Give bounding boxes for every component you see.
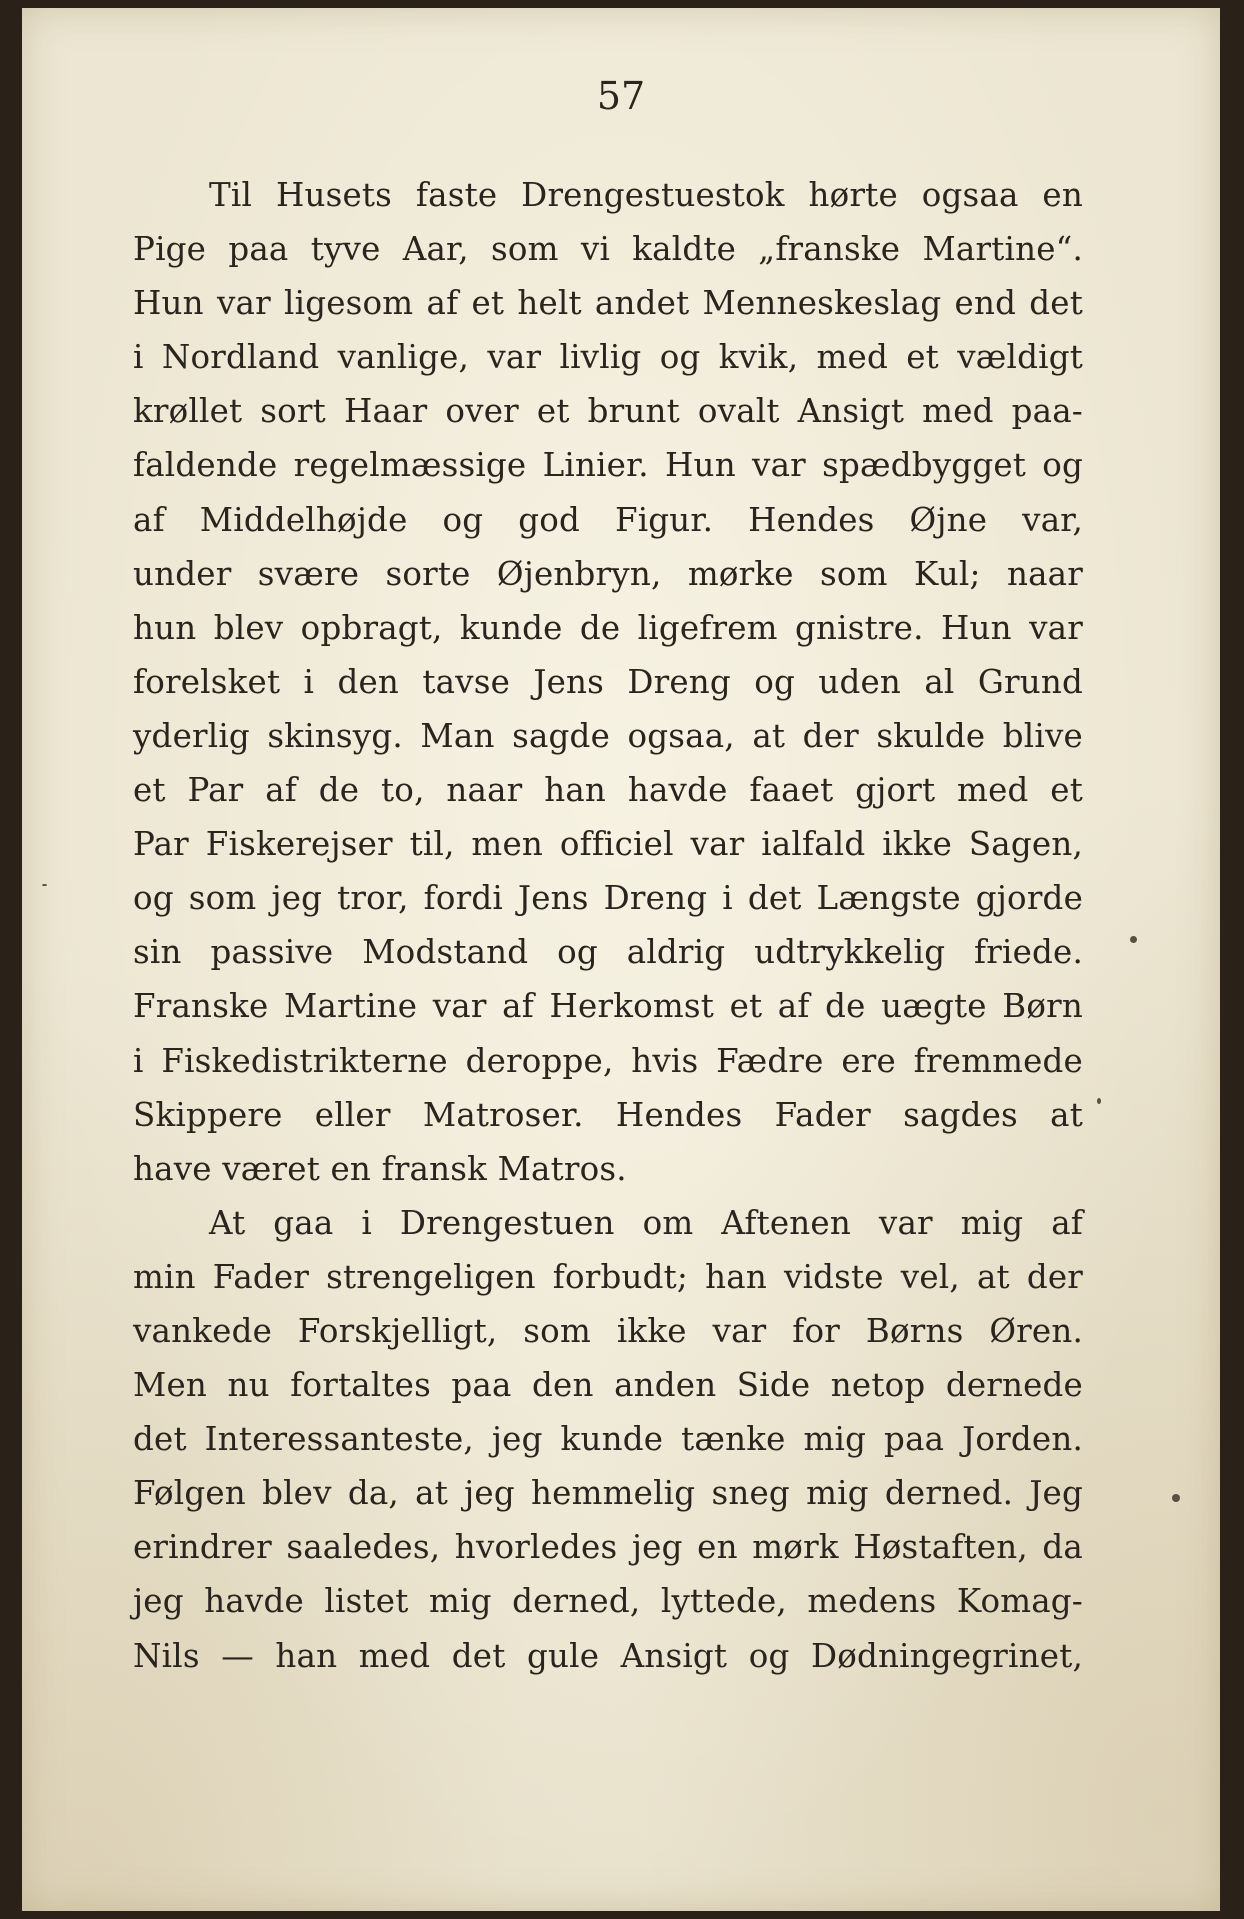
text-line: have været en fransk Matros. xyxy=(133,1149,627,1188)
text-line: i Nordland vanlige, var livlig og kvik, med et vældigt xyxy=(133,338,1083,377)
scan-speck xyxy=(1097,1098,1101,1104)
text-line: erindrer saaledes, hvorledes jeg en mørk Høstaften, da xyxy=(133,1528,1083,1567)
text-line: yderlig skinsyg. Man sagde ogsaa, at der skulde blive xyxy=(133,716,1083,755)
text-line: min Fader strengeligen forbudt; han vidste vel, at der xyxy=(133,1257,1083,1296)
scan-speck xyxy=(1172,1494,1180,1502)
text-line: Franske Martine var af Herkomst et af de uægte Børn xyxy=(133,987,1083,1026)
text-line: Følgen blev da, at jeg hemmelig sneg mig derned. Jeg xyxy=(133,1474,1083,1513)
text-line: jeg havde listet mig derned, lyttede, medens Komag- xyxy=(133,1582,1083,1621)
text-line: af Middelhøjde og god Figur. Hendes Øjne var, xyxy=(133,500,1083,539)
page-number: 57 xyxy=(596,74,646,118)
text-line: krøllet sort Haar over et brunt ovalt Ansigt med paa- xyxy=(133,392,1083,431)
body-text xyxy=(133,168,1083,1683)
text-line: i Fiskedistrikterne deroppe, hvis Fædre ere fremmede xyxy=(133,1041,1083,1080)
text-line: Pige paa tyve Aar, som vi kaldte „franske Martine“. xyxy=(133,230,1083,269)
text-line: Hun var ligesom af et helt andet Menneskeslag end det xyxy=(133,284,1083,323)
text-line: Nils — han med det gule Ansigt og Dødningegrinet, xyxy=(133,1636,1083,1675)
scan-speck xyxy=(1130,936,1137,943)
text-line: sin passive Modstand og aldrig udtrykkelig friede. xyxy=(133,933,1083,972)
text-line: Par Fiskerejser til, men officiel var ialfald ikke Sagen, xyxy=(133,825,1083,864)
text-line: vankede Forskjelligt, som ikke var for Børns Øren. xyxy=(133,1311,1083,1350)
text-line: under svære sorte Øjenbryn, mørke som Kul; naar xyxy=(133,554,1083,593)
scan-speck xyxy=(42,884,47,886)
text-line: og som jeg tror, fordi Jens Dreng i det Længste gjorde xyxy=(133,879,1083,918)
text-line: det Interessanteste, jeg kunde tænke mig paa Jorden. xyxy=(133,1420,1083,1459)
book-page xyxy=(22,8,1220,1911)
text-line: hun blev opbragt, kunde de ligefrem gnistre. Hun var xyxy=(133,608,1083,647)
text-line: Skippere eller Matroser. Hendes Fader sagdes at xyxy=(133,1095,1083,1134)
text-line: faldende regelmæssige Linier. Hun var spædbygget og xyxy=(133,446,1083,485)
text-line: forelsket i den tavse Jens Dreng og uden al Grund xyxy=(133,662,1083,701)
text-line: Men nu fortaltes paa den anden Side netop dernede xyxy=(133,1366,1083,1405)
text-line: et Par af de to, naar han havde faaet gjort med et xyxy=(133,771,1083,810)
text-line: Til Husets faste Drengestuestok hørte ogsaa en xyxy=(209,176,1083,214)
text-line: At gaa i Drengestuen om Aftenen var mig af xyxy=(209,1203,1083,1242)
